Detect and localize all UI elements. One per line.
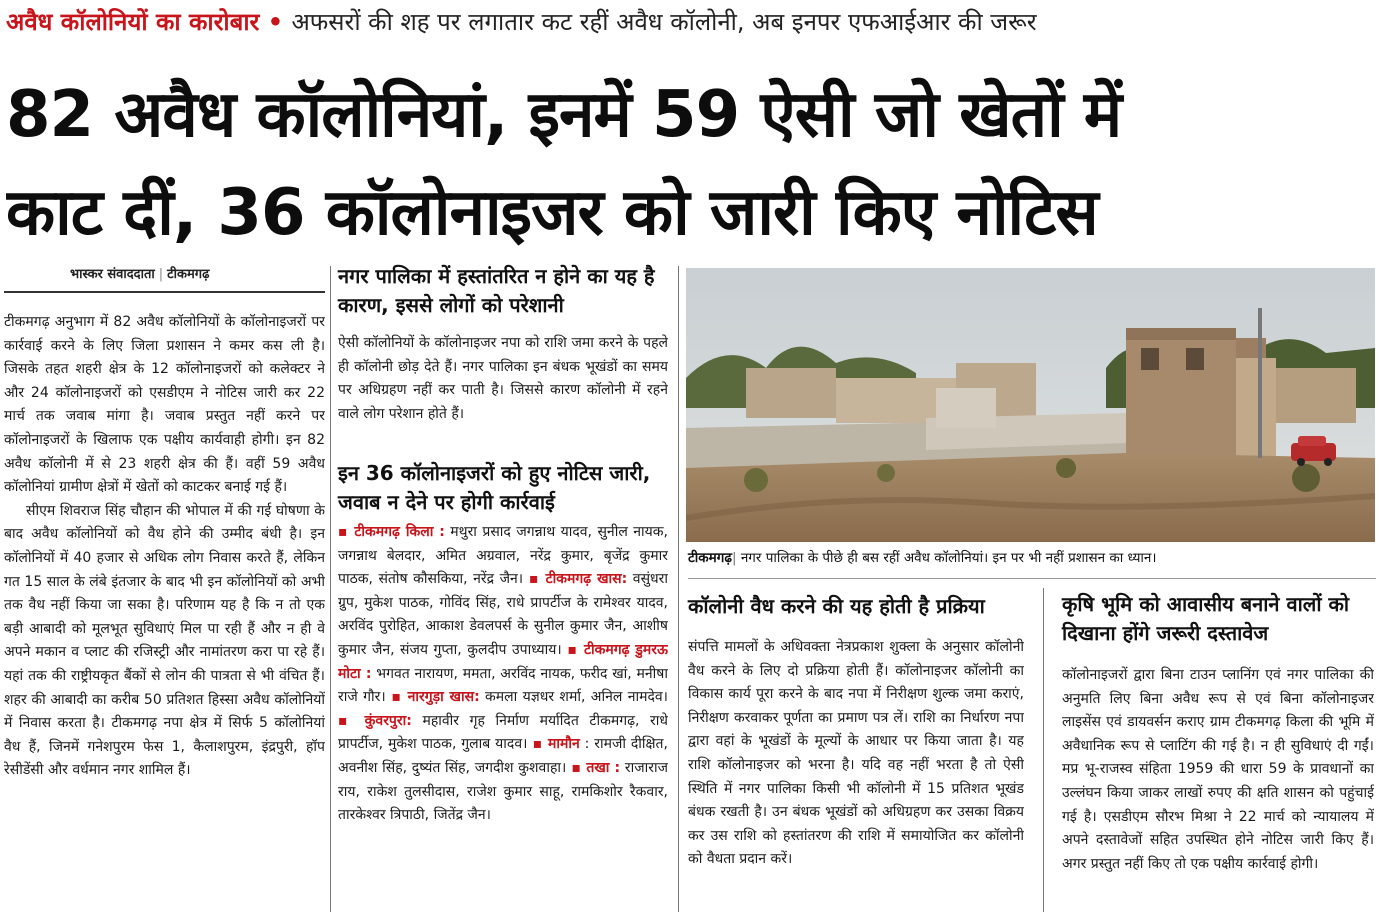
column-1 (4, 311, 325, 911)
area-names: कमला यज्ञधर शर्मा, अनिल नामदेव। (479, 689, 668, 706)
area-tag: ▪ मामौन (527, 736, 580, 753)
news-photo (686, 268, 1375, 542)
headline-line-1: 82 अवैध कॉलोनियां, इनमें 59 ऐसी जो खेतों में (6, 78, 1122, 152)
column-4-para: कॉलोनाइजरों द्वारा बिना टाउन प्लानिंग एवं नगर पालिका की अनुमति लिए बिना अवैध रूप से एवं बिना कॉलोनाइजर लाइसेंस एवं डायवर्सन कराए ग्राम टीकमगढ़ किला की भूमि में अवैधानिक रूप से प्लाटिंग की गई है। न ही सुविधाएं दी गईं। मप्र भू-राजस्व संहिता 1959 की धारा 59 के प्रावधानों का उल्लंघन किया जाकर लाखों रुपए की क्षति शासन को पहुंचाई गई है। एसडीएम सौरभ मिश्रा ने 22 मार्च को न्यायालय में अपने दस्तावेजों सहित उपस्थित होने नोटिस जारी किए हैं। अगर प्रस्तुत नहीं किए तो एक पक्षीय कार्रवाई होगी। (1062, 667, 1374, 872)
column-3-subhead: कॉलोनी वैध करने की यह होती है प्रक्रिया (688, 594, 985, 618)
byline-place: टीकमगढ़ (167, 267, 210, 282)
area-tag: ▪ टीकमगढ़ खास: (523, 571, 628, 588)
notice-list (338, 521, 668, 911)
byline-rule (4, 291, 325, 293)
area-names: वसुंधरा ग्रुप, मुकेश पाठक, गोविंद सिंह, राधे प्रापर्टीज के रामेश्वर यादव, अरविंद पुरोहित, आकाश डेवलपर्स के सुनील कुमार जैन, आशीष कुमार जैन, संजय गुप्ता, कुलदीप उपाध्याय। (338, 571, 668, 658)
kicker-text: अफसरों की शह पर लगातार कट रहीं अवैध कॉलोनी, अब इनपर एफआईआर की जरूर (291, 8, 1037, 36)
caption-rule (688, 578, 1376, 579)
area-tag: ▪ टीकमगढ़ किला : (338, 524, 445, 540)
caption-text: नगर पालिका के पीछे ही बस रहीं अवैध कॉलोनियां। इन पर भी नहीं प्रशासन का ध्यान। (740, 550, 1157, 566)
byline: भास्कर संवाददाता | टीकमगढ़ (70, 267, 210, 282)
notice-list-text (338, 521, 668, 828)
column-4-subhead: कृषि भूमि को आवासीय बनाने वालों को दिखाना होंगे जरूरी दस्तावेज (1062, 592, 1350, 645)
column-1-para-1: टीकमगढ़ अनुभाग में 82 अवैध कॉलोनियों के कॉलोनाइजरों पर कार्रवाई करने के लिए जिला प्रशासन ने कमर कस ली है। जिसके तहत शहरी क्षेत्र के 12 कॉलोनाइजरों को कलेक्टर ने और 24 कॉलोनाइजरों को एसडीएम ने नोटिस जारी कर 22 मार्च तक जवाब मांगा है। जवाब प्रस्तुत नहीं करने पर कॉलोनाइजरों के खिलाफ एक पक्षीय कार्यवाही होगी। इन 82 अवैध कॉलोनी में से 23 शहरी क्षेत्र की हैं। वहीं 59 अवैध कॉलोनियां ग्रामीण क्षेत्रों में खेतों को काटकर बनाई गई हैं। (4, 314, 325, 496)
column-2-para-1-text: ऐसी कॉलोनियों के कॉलोनाइजर नपा को राशि जमा करने के पहले ही कॉलोनी छोड़ देते हैं। नगर पालिका इन बंधक भूखंडों का समय पर अधिग्रहण नहीं कर पाती है। जिससे कारण कॉलोनी में रहने वाले लोग परेशान होते हैं। (338, 335, 668, 422)
headline-line-2: काट दीं, 36 कॉलोनाइजर को जारी किए नोटिस (6, 176, 1098, 250)
column-3-para: संपत्ति मामलों के अधिवक्ता नेत्रप्रकाश शुक्ला के अनुसार कॉलोनी वैध करने के लिए दो प्रक्रिया होती हैं। कॉलोनाइजर कॉलोनी का विकास कार्य पूरा करने के बाद नपा में निरीक्षण शुल्क जमा कराएं, निरीक्षण करवाकर पूर्णता का प्रमाण पत्र लें। राशि का निर्धारण नपा द्वारा वहां के भूखंडों के मूल्यों के आधार पर किया जाता है। यह राशि कॉलोनाइजर को भरना है। यदि वह नहीं भरता है तो ऐसी स्थिति में नगर पालिका किसी भी कॉलोनी में 15 प्रतिशत भूखंड बंधक रखती है। उन बंधक भूखंडों को अधिग्रहण कर उसका विक्रय कर उस राशि को हस्तांतरण की राशि में समायोजित कर कॉलोनी को वैधता प्रदान करें। (688, 639, 1024, 868)
column-2-subhead-1: नगर पालिका में हस्तांतरित न होने का यह है कारण, इससे लोगों को परेशानी (338, 264, 655, 317)
kicker-bullet: • (267, 8, 284, 36)
kicker-label: अवैध कॉलोनियों का कारोबार (6, 8, 260, 36)
area-tag: ▪ नारगुड़ा खास: (385, 689, 480, 706)
byline-reporter: भास्कर संवाददाता (70, 267, 155, 282)
area-names: भगवत नारायण, ममता, अरविंद नायक, फरीद खां, मनीषा राजे गौर। (338, 665, 668, 706)
column-2-subhead-2: इन 36 कॉलोनाइजरों को हुए नोटिस जारी, जवाब न देने पर होगी कार्रवाई (338, 461, 651, 514)
area-tag: ▪ तखा : (566, 759, 621, 776)
area-names: राजाराज राय, राकेश तुलसीदास, राजेश कुमार साहू, रामकिशोर रैकवार, तारकेश्वर त्रिपाठी, जितेंद्र जैन। (338, 759, 668, 824)
kicker-line (6, 4, 1376, 40)
area-tag: ▪ टीकमगढ़ डुमरऊ मोटा : (338, 641, 668, 682)
colony-scene-illustration (686, 268, 1375, 542)
column-3 (688, 636, 1024, 912)
column-1-para-2: सीएम शिवराज सिंह चौहान की भोपाल में की गई घोषणा के बाद अवैध कॉलोनियों को वैध होने की उम्मीद बंधी है। इन कॉलोनियों में 40 हजार से अधिक लोग निवास करते हैं, लेकिन गत 15 साल के लंबे इंतजार के बाद भी इन कॉलोनियों को अभी तक वैध नहीं किया जा सका है। परिणाम यह है कि न तो एक बड़ी आबादी को मूलभूत सुविधाएं मिल पा रही हैं और न ही वे अपने मकान व प्लाट की रजिस्ट्री और नामांतरण करा पा रहे हैं। यहां तक की राष्ट्रीयकृत बैंकों से लोन की पात्रता से भी वंचित हैं। शहर की आबादी का करीब 50 प्रतिशत हिस्सा अवैध कॉलोनियों में निवास करता है। टीकमगढ़ नपा क्षेत्र में सिर्फ 5 कॉलोनियां वैध हैं, जिनमें गनेशपुरम फेस 1, कैलाशपुरम, इंद्रपुरी, हॉप रेसीडेंसी और वर्धमान नगर शामिल हैं। (4, 502, 325, 779)
area-names: मथुरा प्रसाद जगन्नाथ यादव, सुनील नायक, जगन्नाथ बेलदार, अमित अग्रवाल, नरेंद्र कुमार, बृजेंद्र कुमार पाठक, संतोष कौसकिया, नरेंद्र जैन। (338, 524, 668, 588)
column-4 (1062, 664, 1374, 912)
photo-caption: टीकमगढ़| नगर पालिका के पीछे ही बस रहीं अवैध कॉलोनियां। इन पर भी नहीं प्रशासन का ध्यान। (688, 550, 1157, 566)
area-names: : रामजी दीक्षित, अवनीश सिंह, दुष्यंत सिंह, जगदीश कुशवाहा। (338, 736, 668, 776)
column-divider-3 (1043, 588, 1044, 912)
column-2-para-1 (338, 332, 668, 457)
area-tag: ▪ कुंवरपुरा: (338, 712, 412, 729)
caption-place: टीकमगढ़ (688, 550, 732, 566)
area-names: महावीर गृह निर्माण मर्यादित टीकमगढ़, राधे प्रापर्टीज, मुकेश पाठक, गुलाब यादव। (338, 712, 668, 753)
column-divider-1 (330, 266, 331, 912)
column-divider-2 (678, 266, 679, 912)
